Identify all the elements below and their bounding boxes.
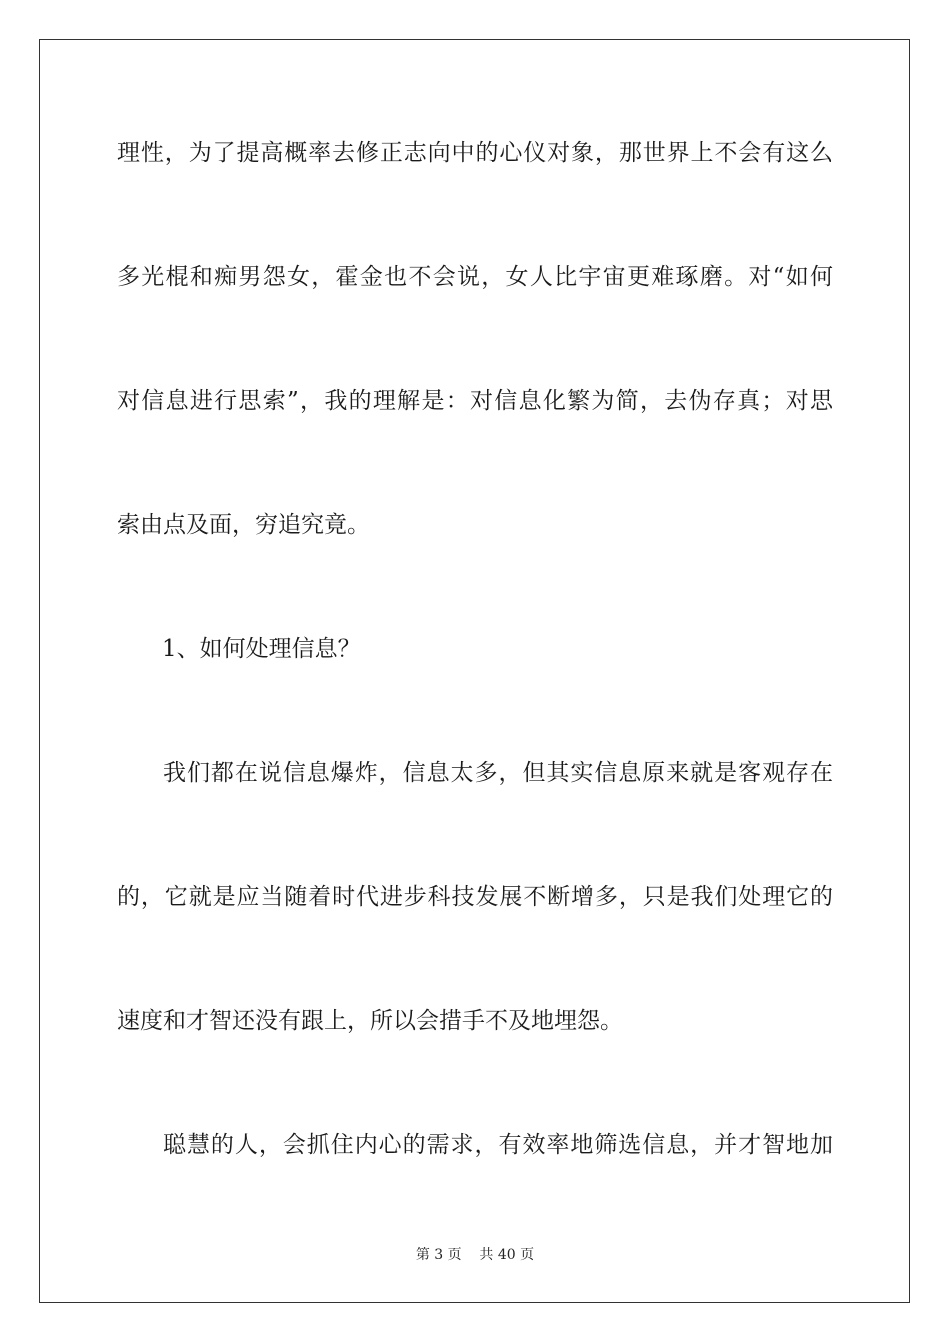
paragraph-line: 多光棍和痴男怨女，霍金也不会说，女人比宇宙更难琢磨。对“如何 (117, 264, 833, 290)
section-heading: 1、如何处理信息？ (162, 636, 361, 662)
page-number: 第 3 页 共 40 页 (415, 1247, 535, 1263)
paragraph-line: 对信息进行思索”，我的理解是：对信息化繁为简，去伪存真；对思 (117, 388, 833, 414)
paragraph-line: 索由点及面，穷追究竟。 (117, 512, 370, 538)
paragraph-line: 速度和才智还没有跟上，所以会措手不及地埋怨。 (117, 1008, 623, 1034)
paragraph-line: 理性，为了提高概率去修正志向中的心仪对象，那世界上不会有这么 (117, 140, 833, 166)
paragraph-line: 我们都在说信息爆炸，信息太多，但其实信息原来就是客观存在 (163, 760, 833, 786)
page-border (39, 39, 910, 1303)
paragraph-line: 聪慧的人，会抓住内心的需求，有效率地筛选信息，并才智地加 (163, 1132, 833, 1158)
paragraph-line: 的，它就是应当随着时代进步科技发展不断增多，只是我们处理它的 (117, 884, 833, 910)
